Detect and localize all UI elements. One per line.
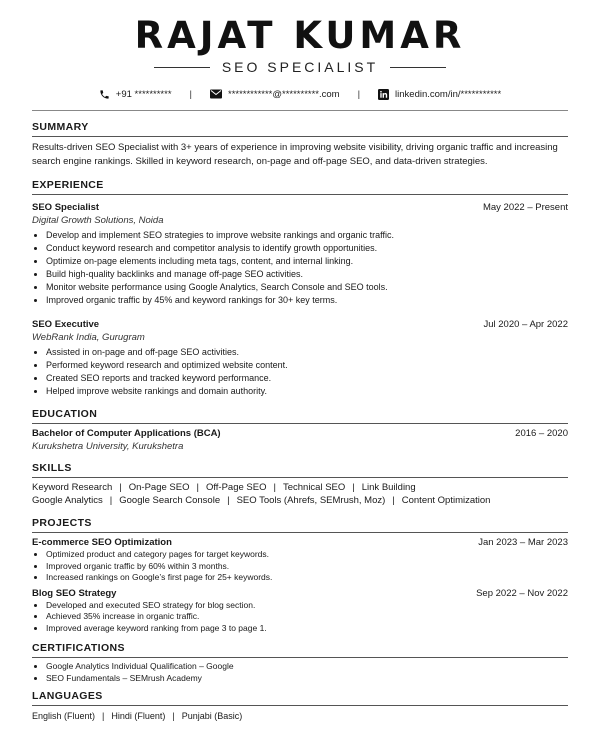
job-company: Digital Growth Solutions, Noida [32,215,164,226]
bullet-item: • Achieved 35% increase in organic traffic. [46,611,568,623]
languages-line [32,710,568,723]
languages-heading: LANGUAGES [32,690,568,706]
skill-separator: | [119,482,122,493]
job-role: SEO Executive [32,319,100,330]
title-divider-left [154,67,210,68]
bullet-item: • Improved organic traffic by 45% and keyword rankings for 30+ key terms. [46,294,568,307]
experience-heading: EXPERIENCE [32,179,568,195]
bullet-item: • Optimize on-page elements including meta tags, content, and internal linking. [46,255,568,268]
skill-item: Keyword Research [32,482,113,493]
contact-separator: | [357,88,361,100]
skill-item: SEO Tools (Ahrefs, SEMrush, Moz) [236,494,386,506]
title-divider-right [390,67,446,68]
project-title: E-commerce SEO Optimization [32,537,172,548]
bullet-item: • Increased rankings on Google’s first page for 25+ keywords. [46,572,568,584]
linkedin-url[interactable]: linkedin.com/in/*********** [395,88,502,100]
skill-item: Technical SEO [282,482,346,493]
job-dates: May 2022 – Present [482,202,568,213]
phone-number[interactable]: +91 ********** [115,88,172,100]
project-bullets [32,549,568,584]
education-heading: EDUCATION [32,408,568,424]
degree-name: Bachelor of Computer Applications (BCA) [32,428,221,439]
certification-item: • SEO Fundamentals – SEMrush Academy [46,673,568,685]
bullet-item: • Improved average keyword ranking from page 3 to page 1. [46,623,568,635]
project-dates: Jan 2023 – Mar 2023 [478,537,568,548]
job-title: SEO SPECIALIST [221,59,379,75]
skill-separator: | [196,482,199,493]
bullet-item: • Helped improve website rankings and domain authority. [46,385,568,398]
skill-separator: | [392,494,395,506]
job-dates: Jul 2020 – Apr 2022 [483,319,568,330]
bullet-item: • Build high-quality backlinks and manage off-page SEO activities. [46,268,568,281]
education-dates: 2016 – 2020 [515,428,568,439]
contact-bar [32,84,568,104]
project-bullets [32,600,568,635]
language-item: Hindi (Fluent) [111,711,166,721]
project-title: Blog SEO Strategy [32,587,117,599]
skill-item: Google Search Console [119,494,221,506]
skills-line [32,482,568,495]
projects-heading: PROJECTS [32,517,568,533]
skills-heading: SKILLS [32,462,568,478]
language-item: English (Fluent) [32,711,96,721]
bullet-item: • Created SEO reports and tracked keyword performance. [46,372,568,385]
job-bullets [32,346,568,398]
skill-item: Content Optimization [401,494,491,506]
skill-separator: | [227,494,230,506]
bullet-item: • Performed keyword research and optimized website content. [46,359,568,372]
job-role: SEO Specialist [32,202,100,213]
bullet-item: • Assisted in on-page and off-page SEO activities. [46,346,568,359]
phone-icon [99,89,110,100]
mail-icon [210,89,222,99]
project-dates: Sep 2022 – Nov 2022 [476,587,568,599]
skill-separator: | [352,482,355,493]
school-name: Kurukshetra University, Kurukshetra [32,441,184,452]
header-divider [32,110,568,111]
bullet-item: • Develop and implement SEO strategies to improve website rankings and organic traffic. [46,229,568,242]
language-separator: | [172,711,175,721]
language-item: Punjabi (Basic) [181,711,243,721]
bullet-item: • Developed and executed SEO strategy for blog section. [46,600,568,612]
bullet-item: • Improved organic traffic by 60% within 3 months. [46,561,568,573]
linkedin-contact [378,89,501,100]
bullet-item: • Optimized product and category pages for target keywords. [46,549,568,561]
project-entry [32,537,568,584]
certification-list [32,661,568,684]
job-entry [32,319,568,398]
phone-contact [99,89,172,100]
certifications-heading: CERTIFICATIONS [32,642,568,658]
email-address[interactable]: ************@**********.com [228,88,340,100]
contact-separator: | [189,88,192,100]
job-title-row [32,58,568,76]
email-contact [210,89,340,100]
job-company: WebRank India, Gurugram [32,332,145,343]
project-entry [32,588,568,635]
candidate-name: RAJAT KUMAR [134,14,466,57]
skill-item: Off-Page SEO [205,482,267,493]
skills-line [32,495,568,508]
summary-text: Results-driven SEO Specialist with 3+ years of experience in improving website visibility, driving organic traffic and increasing search engine rankings. Skilled in keyword research, on-page and off-page SEO, and data-driven strategies. [32,142,558,167]
skill-item: Link Building [361,482,416,493]
certification-item: • Google Analytics Individual Qualification – Google [46,661,568,673]
skill-separator: | [109,494,113,506]
language-separator: | [102,711,105,721]
linkedin-icon [378,89,389,100]
bullet-item: • Conduct keyword research and competitor analysis to identify growth opportunities. [46,242,568,255]
summary-heading: SUMMARY [32,121,568,137]
bullet-item: • Monitor website performance using Google Analytics, Search Console and SEO tools. [46,281,568,294]
skill-separator: | [273,482,276,493]
job-bullets [32,229,568,307]
skill-item: Google Analytics [32,494,103,506]
skill-item: On-Page SEO [128,482,190,493]
job-entry [32,202,568,307]
